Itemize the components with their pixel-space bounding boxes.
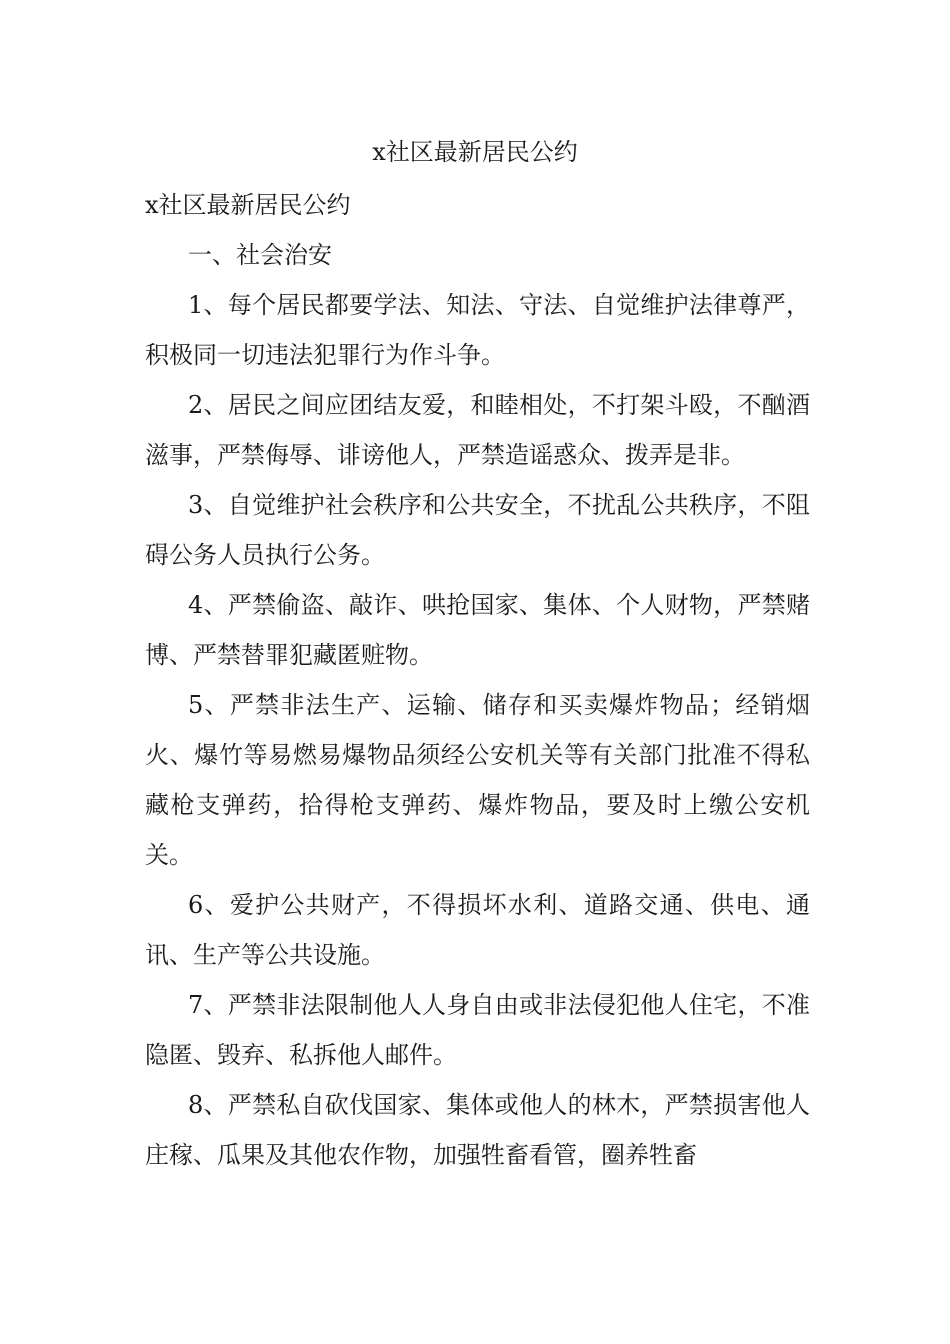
paragraph: 2、居民之间应团结友爱，和睦相处，不打架斗殴，不酗酒滋事，严禁侮辱、诽谤他人，严禁造谣惑众、拨弄是非。 [145,391,810,469]
paragraph: 7、严禁非法限制他人人身自由或非法侵犯他人住宅，不准隐匿、毁弃、私拆他人邮件。 [145,991,810,1069]
section-heading: 一、社会治安 [188,241,332,269]
paragraph: 5、严禁非法生产、运输、储存和买卖爆炸物品；经销烟火、爆竹等易燃易爆物品须经公安机关等有关部门批准不得私藏枪支弹药，拾得枪支弹药、爆炸物品，要及时上缴公安机关。 [145,691,810,869]
paragraph: 4、严禁偷盗、敲诈、哄抢国家、集体、个人财物，严禁赌博、严禁替罪犯藏匿赃物。 [145,591,810,669]
paragraph: 3、自觉维护社会秩序和公共安全，不扰乱公共秩序，不阻碍公务人员执行公务。 [145,491,810,569]
document-title: x社区最新居民公约 [372,138,578,166]
paragraph: 6、爱护公共财产，不得损坏水利、道路交通、供电、通讯、生产等公共设施。 [145,891,810,969]
document-body [145,180,810,1180]
paragraph: 8、严禁私自砍伐国家、集体或他人的林木，严禁损害他人庄稼、瓜果及其他农作物，加强牲畜看管，圈养牲畜 [145,1091,810,1169]
paragraph: 1、每个居民都要学法、知法、守法、自觉维护法律尊严，积极同一切违法犯罪行为作斗争。 [145,291,810,369]
document-subtitle: x社区最新居民公约 [145,191,351,219]
